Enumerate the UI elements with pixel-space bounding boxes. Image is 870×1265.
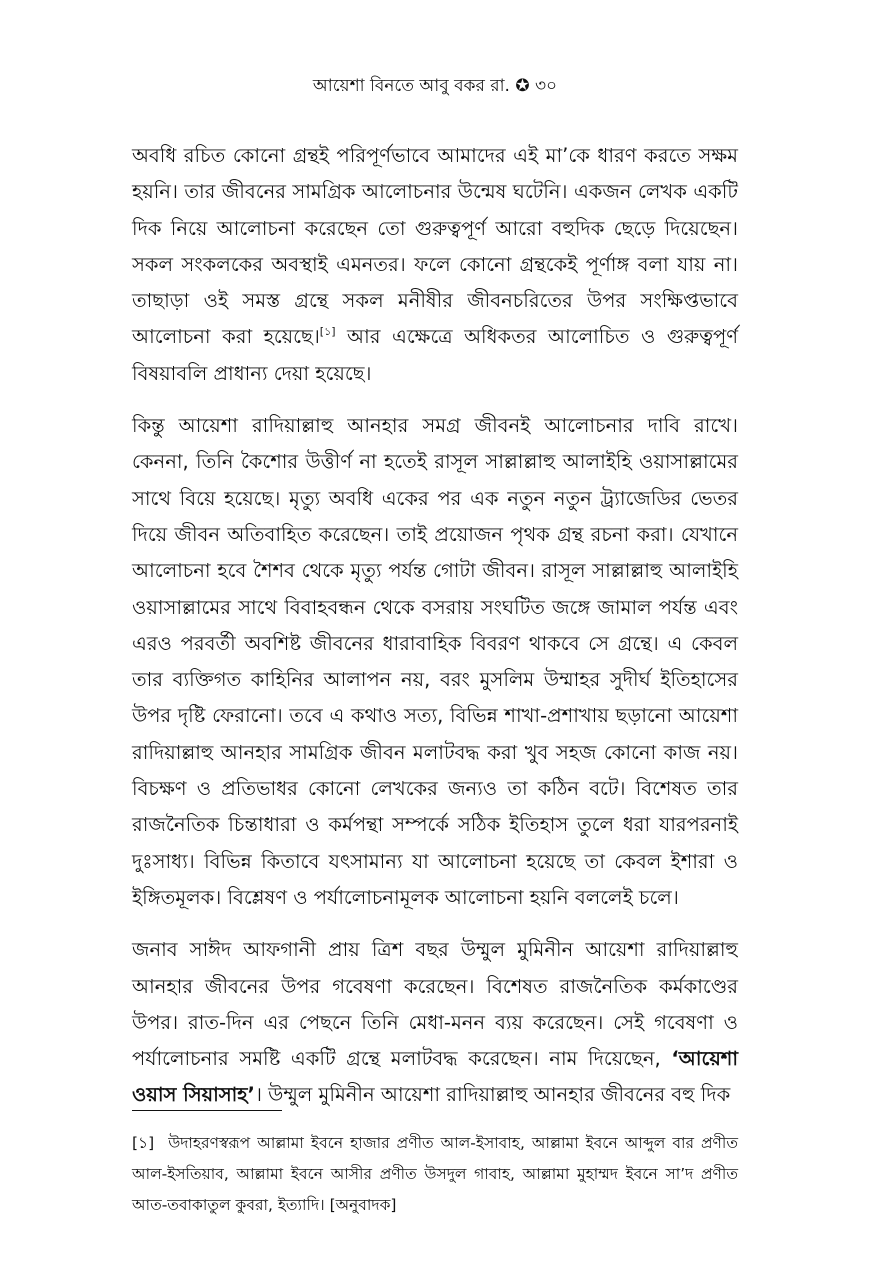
paragraph-3-text-b: । উম্মুল মুমিনীন আয়েশা রাদিয়াল্লাহু আনহার জীবনের বহু দিক <box>254 1083 731 1107</box>
footnote-text: উদাহরণস্বরূপ আল্লামা ইবনে হাজার প্রণীত আল-ইসাবাহ, আল্লামা ইবনে আব্দুল বার প্রণীত আল-ইসতিয়াব, আল্লামা ইবনে আসীর প্রণীত উসদুল গাবাহ, আল্লামা মুহাম্মদ ইবনে সা’দ প্রণীত আত-তবাকাতুল কুবরা, ইত্যাদি। [অনুবাদক] <box>132 1134 738 1214</box>
paragraph-2: কিন্তু আয়েশা রাদিয়াল্লাহু আনহার সমগ্র জীবনই আলোচনার দাবি রাখে। কেননা, তিনি কৈশোর উত্তীর্ণ না হতেই রাসূল সাল্লাল্লাহু আলাইহি ওয়াসাল্লামের সাথে বিয়ে হয়েছে। মৃত্যু অবধি একের পর এক নতুন নতুন ট্র্যাজেডির ভেতর দিয়ে জীবন অতিবাহিত করেছেন। তাই প্রয়োজন পৃথক গ্রন্থ রচনা করা। যেখানে আলোচনা হবে শৈশব থেকে মৃত্যু পর্যন্ত গোটা জীবন। রাসূল সাল্লাল্লাহু আলাইহি ওয়াসাল্লামের সাথে বিবাহবন্ধন থেকে বসরায় সংঘটিত জঙ্গে জামাল পর্যন্ত এবং এরও পরবর্তী অবশিষ্ট জীবনের ধারাবাহিক বিবরণ থাকবে সে গ্রন্থে। এ কেবল তার ব্যক্তিগত কাহিনির আলাপন নয়, বরং মুসলিম উম্মাহর সুদীর্ঘ ইতিহাসের উপর দৃষ্টি ফেরানো। তবে এ কথাও সত্য, বিভিন্ন শাখা-প্রশাখায় ছড়ানো আয়েশা রাদিয়াল্লাহু আনহার সামগ্রিক জীবন মলাটবদ্ধ করা খুব সহজ কোনো কাজ নয়। বিচক্ষণ ও প্রতিভাধর কোনো লেখকের জন্যও তা কঠিন বটে। বিশেষত তার রাজনৈতিক চিন্তাধারা ও কর্মপন্থা সম্পর্কে সঠিক ইতিহাস তুলে ধরা যারপরনাই দুঃসাধ্য। বিভিন্ন কিতাবে যৎসামান্য যা আলোচনা হয়েছে তা কেবল ইশারা ও ইঙ্গিতমূলক। বিশ্লেষণ ও পর্যালোচনামূলক আলোচনা হয়নি বললেই চলে। <box>132 414 738 909</box>
paragraph-3-text-a: জনাব সাঈদ আফগানী প্রায় ত্রিশ বছর উম্মুল মুমিনীন আয়েশা রাদিয়াল্লাহু আনহার জীবনের উপর গবেষণা করেছেন। বিশেষত রাজনৈতিক কর্মকাণ্ডের উপর। রাত-দিন এর পেছনে তিনি মেধা-মনন ব্যয় করেছেন। সেই গবেষণা ও পর্যালোচনার সমষ্টি একটি গ্রন্থে মলাটবদ্ধ করেছেন। নাম দিয়েছেন, <box>132 938 738 1071</box>
footnote-divider <box>132 1110 282 1111</box>
page-header <box>0 74 870 98</box>
footnote-marker: [১] <box>132 1134 155 1152</box>
book-title: ‘আয়েশা ওয়াস সিয়াসাহ’ <box>132 1047 738 1107</box>
body-text <box>132 138 738 1114</box>
paragraph-3 <box>132 932 738 1113</box>
footnote <box>132 1128 738 1221</box>
page-number: ৩০ <box>534 76 558 96</box>
paragraph-1-text-b: আর এক্ষেত্রে অধিকতর আলোচিত ও গুরুত্বপূর্ণ বিষয়াবলি প্রাধান্য দেয়া হয়েছে। <box>132 325 738 385</box>
paragraph-1-text-a: অবধি রচিত কোনো গ্রন্থই পরিপূর্ণভাবে আমাদের এই মা’কে ধারণ করতে সক্ষম হয়নি। তার জীবনের সামগ্রিক আলোচনার উন্মেষ ঘটেনি। একজন লেখক একটি দিক নিয়ে আলোচনা করেছেন তো গুরুত্বপূর্ণ আরো বহুদিক ছেড়ে দিয়েছেন। সকল সংকলকের অবস্থাই এমনতর। ফলে কোনো গ্রন্থকেই পূর্ণাঙ্গ বলা যায় না। তাছাড়া ওই সমস্ত গ্রন্থে সকল মনীষীর জীবনচরিতের উপর সংক্ষিপ্তভাবে আলোচনা করা হয়েছে। <box>132 144 738 349</box>
header-separator-icon: ✪ <box>515 76 530 96</box>
footnote-reference[interactable]: [১] <box>319 325 336 339</box>
running-head: আয়েশা বিনতে আবু বকর রা. <box>312 76 510 96</box>
paragraph-1 <box>132 138 738 392</box>
